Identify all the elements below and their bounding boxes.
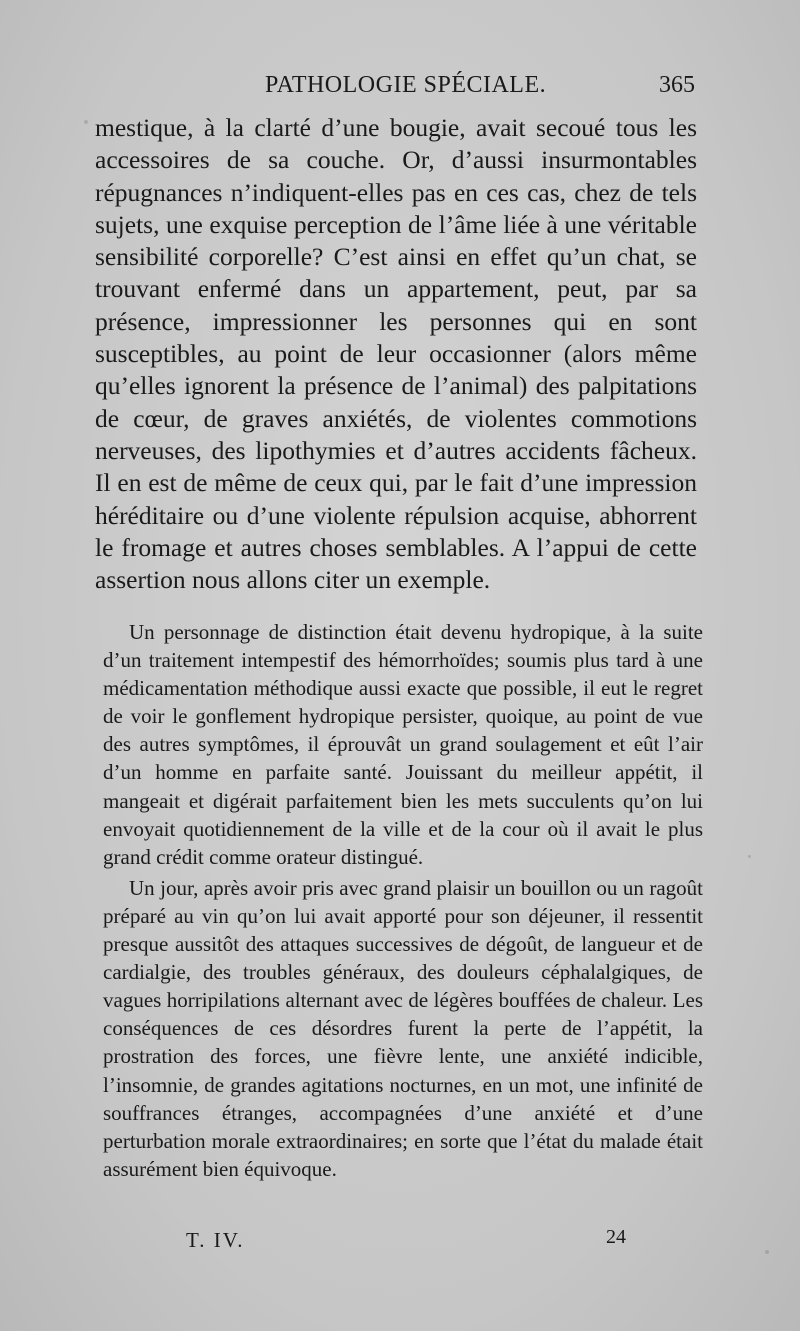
paper-speck [765,1250,769,1254]
page-number: 365 [659,72,695,98]
main-paragraph: mestique, à la clarté d’une bougie, avait secoué tous les accessoires de sa couche. Or, d’aussi insurmontables répugnances n’indiquent-elles pas en ces cas, chez de tels sujets, une exquise perception de l’âme liée à une véritable sensibilité corporelle? C’est ainsi en effet qu’un chat, se trouvant enfermé dans un appartement, peut, par sa présence, impressionner les personnes qui en sont susceptibles, au point de leur occasionner (alors même qu’elles ignorent la présence de l’animal) des palpitations de cœur, de graves anxiétés, de violentes commotions nerveuses, des lipothymies et d’autres accidents fâcheux. Il en est de même de ceux qui, par le fait d’une impression héréditaire ou d’une violente répulsion acquise, abhorrent le fromage et autres choses semblables. A l’appui de cette assertion nous allons citer un exemple. [95,113,697,595]
case-paragraph-2: Un jour, après avoir pris avec grand plaisir un bouillon ou un ragoût préparé au vin qu’on lui avait apporté pour son déjeuner, il ressentit presque aussitôt des attaques successives de dégoût, de langueur et de cardialgie, des troubles généraux, des douleurs céphalalgiques, de vagues horripilations alternant avec de légères bouffées de chaleur. Les conséquences de ces désordres furent la perte de l’appétit, la prostration des forces, une fièvre lente, une anxiété indicible, l’insomnie, de grandes agitations nocturnes, en un mot, une infinité de souffrances étranges, accompagnées d’une anxiété et d’une perturbation morale extraordinaires; en sorte que l’état du malade était assurément bien équivoque. [103,875,703,1181]
signature-mark: 24 [606,1226,626,1248]
case-paragraph-1: Un personnage de distinction était devenu hydropique, à la suite d’un traitement intempestif des hémorrhoïdes; soumis plus tard à une médicamentation méthodique aussi exacte que possible, il eut le regret de voir le gonflement hydropique persister, quoique, au point de vue des autres symptômes, il éprouvât un grand soulagement et eût l’air d’un homme en parfaite santé. Jouissant du meilleur appétit, il mangeait et digérait parfaitement bien les mets succulents qu’on lui envoyait quotidiennement de la ville et de la cour où il avait le plus grand crédit comme orateur distingué. [103,620,703,869]
page-header [95,72,697,108]
main-text-block [95,112,697,596]
paper-speck [748,855,751,858]
case-report-block [103,618,703,1183]
running-title: PATHOLOGIE SPÉCIALE. [265,72,547,98]
volume-mark: T. IV. [186,1228,245,1252]
paper-speck [84,120,88,124]
